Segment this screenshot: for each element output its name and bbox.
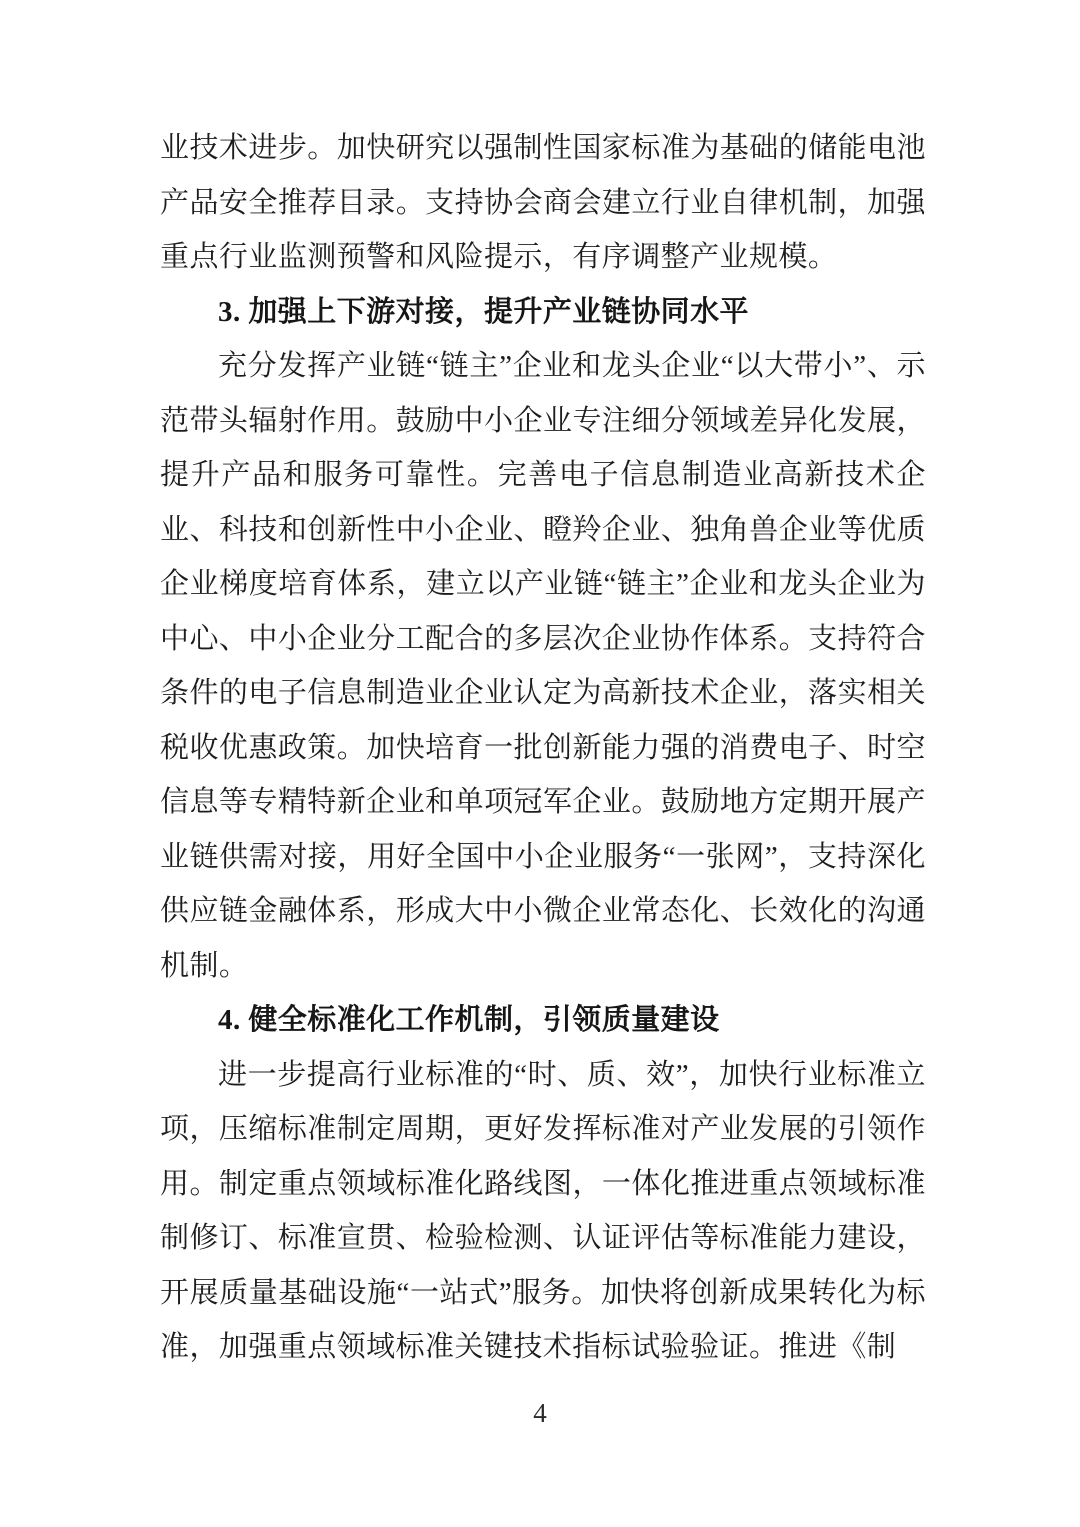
page-number: 4 [533,1398,547,1428]
paragraph-continued: 业技术进步。加快研究以强制性国家标准为基础的储能电池产品安全推荐目录。支持协会商会建立行业自律机制，加强重点行业监测预警和风险提示，有序调整产业规模。 [160,132,926,273]
paragraph-section-3: 充分发挥产业链“链主”企业和龙头企业“以大带小”、示范带头辐射作用。鼓励中小企业专注细分领域差异化发展，提升产品和服务可靠性。完善电子信息制造业高新技术企业、科技和创新性中小企业、瞪羚企业、独角兽企业等优质企业梯度培育体系，建立以产业链“链主”企业和龙头企业为中心、中小企业分工配合的多层次企业协作体系。支持符合条件的电子信息制造业企业认定为高新技术企业，落实相关税收优惠政策。加快培育一批创新能力强的消费电子、时空信息等专精特新企业和单项冠军企业。鼓励地方定期开展产业链供需对接，用好全国中小企业服务“一张网”，支持深化供应链金融体系，形成大中小微企业常态化、长效化的沟通机制。 [160,350,926,982]
section-heading-3: 3. 加强上下游对接，提升产业链协同水平 [218,295,750,328]
section-heading-4: 4. 健全标准化工作机制，引领质量建设 [218,1004,720,1036]
paragraph-section-4: 进一步提高行业标准的“时、质、效”，加快行业标准立项，压缩标准制定周期，更好发挥标准对产业发展的引领作用。制定重点领域标准化路线图，一体化推进重点领域标准制修订、标准宣贯、检验检测、认证评估等标准能力建设，开展质量基础设施“一站式”服务。加快将创新成果转化为标准，加强重点领域标准关键技术指标试验验证。推进《制 [160,1058,926,1363]
document-body [160,121,926,1375]
